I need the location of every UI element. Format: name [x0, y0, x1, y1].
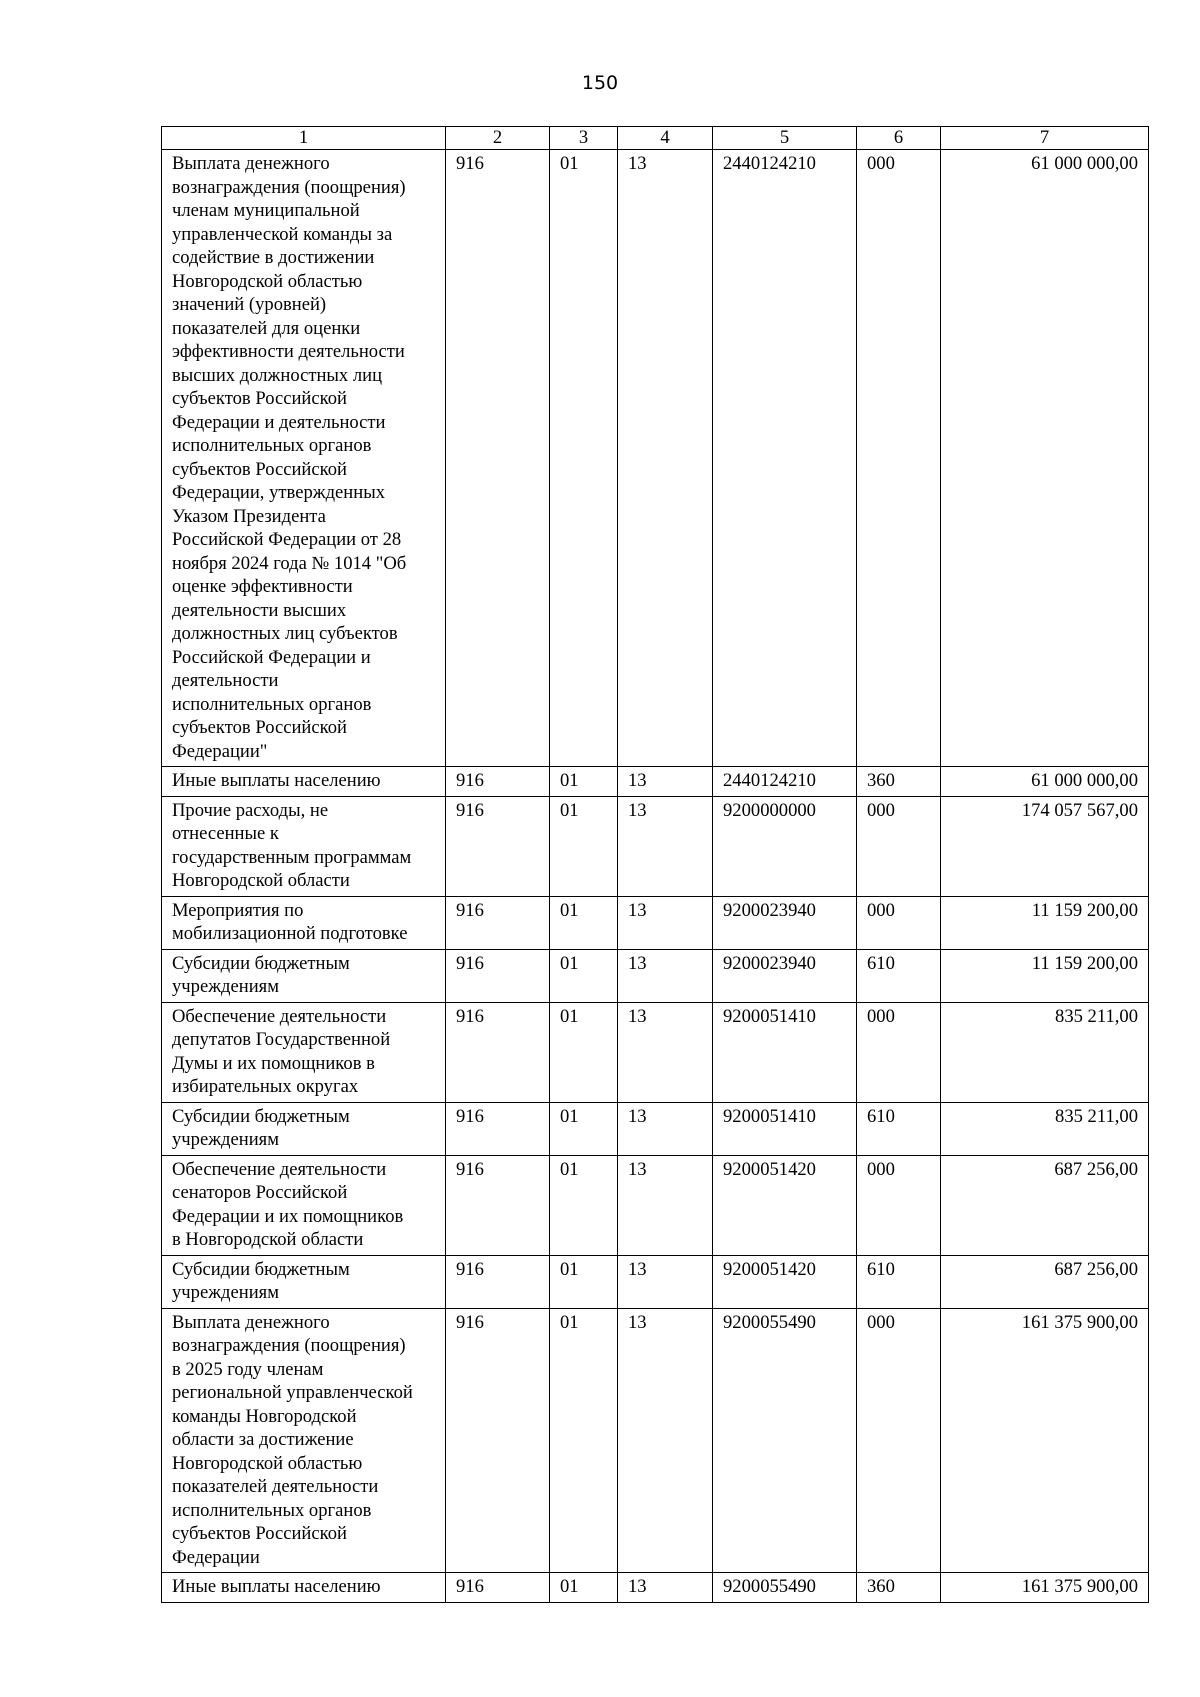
expense-type-cell: 360 — [857, 1573, 941, 1603]
section-code-cell: 01 — [550, 1102, 618, 1155]
description-line: учреждениям — [172, 976, 279, 997]
description-line: Обеспечение деятельности — [172, 1158, 387, 1180]
description-line: депутатов Государственной — [172, 1029, 391, 1050]
header-cell: 6 — [857, 127, 941, 150]
table-row — [162, 1308, 1149, 1573]
table-row — [162, 1102, 1149, 1155]
description-line: Иные выплаты населению — [172, 1576, 381, 1597]
description-line: сенаторов Российской — [172, 1182, 348, 1203]
description-line: Обеспечение деятельности — [172, 1005, 387, 1027]
description-line: деятельности — [172, 670, 279, 691]
description-line: Новгородской областью — [172, 270, 363, 292]
table-row — [162, 1255, 1149, 1308]
description-line: показателей для оценки — [172, 317, 361, 339]
admin-code-cell: 916 — [446, 1155, 550, 1255]
description-line: эффективности деятельности — [172, 341, 405, 362]
table-row — [162, 896, 1149, 949]
description-line: региональной управленческой — [172, 1382, 413, 1403]
subsection-code-cell: 13 — [618, 1573, 713, 1603]
target-article-cell: 9200023940 — [713, 896, 857, 949]
admin-code-cell: 916 — [446, 796, 550, 896]
section-code-cell: 01 — [550, 1308, 618, 1573]
header-cell: 2 — [446, 127, 550, 150]
amount-cell: 11 159 200,00 — [941, 949, 1149, 1002]
subsection-code-cell: 13 — [618, 949, 713, 1002]
subsection-code-cell: 13 — [618, 1155, 713, 1255]
description-line: Выплата денежного — [172, 1311, 330, 1333]
header-cell: 7 — [941, 127, 1149, 150]
description-line: Субсидии бюджетным — [172, 1258, 350, 1280]
description-line: в Новгородской области — [172, 1229, 364, 1250]
description-line: членам муниципальной — [172, 200, 360, 221]
description-line: оценке эффективности — [172, 576, 353, 597]
admin-code-cell: 916 — [446, 1255, 550, 1308]
header-cell: 5 — [713, 127, 857, 150]
subsection-code-cell: 13 — [618, 896, 713, 949]
row-description — [162, 767, 446, 797]
description-line: учреждениям — [172, 1129, 279, 1150]
admin-code-cell: 916 — [446, 949, 550, 1002]
target-article-cell: 9200000000 — [713, 796, 857, 896]
expense-type-cell: 360 — [857, 767, 941, 797]
description-line: Выплата денежного — [172, 153, 330, 174]
target-article-cell: 2440124210 — [713, 767, 857, 797]
expense-type-cell: 000 — [857, 896, 941, 949]
subsection-code-cell: 13 — [618, 150, 713, 767]
row-description — [162, 896, 446, 949]
description-line: Федерации и их помощников — [172, 1205, 404, 1227]
expense-type-cell: 000 — [857, 1002, 941, 1102]
admin-code-cell: 916 — [446, 896, 550, 949]
row-description — [162, 796, 446, 896]
target-article-cell: 9200051420 — [713, 1155, 857, 1255]
expense-type-cell: 000 — [857, 1155, 941, 1255]
description-line: Субсидии бюджетным — [172, 952, 350, 974]
description-line: Прочие расходы, не — [172, 799, 329, 821]
page-number: 150 — [581, 72, 619, 94]
description-line: Федерации, утвержденных — [172, 482, 386, 503]
description-line: области за достижение — [172, 1429, 354, 1450]
description-line: субъектов Российской — [172, 458, 347, 480]
description-line: исполнительных органов — [172, 1499, 372, 1521]
table-body — [162, 127, 1149, 1603]
row-description — [162, 1102, 446, 1155]
expense-type-cell: 610 — [857, 949, 941, 1002]
description-line: ноября 2024 года № 1014 "Об — [172, 552, 407, 574]
admin-code-cell: 916 — [446, 1102, 550, 1155]
description-line: управленческой команды за — [172, 223, 393, 245]
section-code-cell: 01 — [550, 1155, 618, 1255]
admin-code-cell: 916 — [446, 1002, 550, 1102]
description-line: исполнительных органов — [172, 435, 372, 456]
section-code-cell: 01 — [550, 796, 618, 896]
row-description — [162, 1573, 446, 1603]
description-line: Федерации" — [172, 740, 268, 762]
expense-type-cell: 610 — [857, 1102, 941, 1155]
subsection-code-cell: 13 — [618, 767, 713, 797]
subsection-code-cell: 13 — [618, 1002, 713, 1102]
description-line: Субсидии бюджетным — [172, 1105, 350, 1127]
description-line: Новгородской области — [172, 870, 350, 891]
header-cell: 4 — [618, 127, 713, 150]
description-line: Указом Президента — [172, 505, 326, 527]
description-line: Федерации и деятельности — [172, 411, 386, 433]
description-line: Думы и их помощников в — [172, 1052, 375, 1074]
description-line: субъектов Российской — [172, 1523, 347, 1544]
header-cell: 3 — [550, 127, 618, 150]
target-article-cell: 9200051410 — [713, 1102, 857, 1155]
admin-code-cell: 916 — [446, 767, 550, 797]
table-row — [162, 150, 1149, 767]
amount-cell: 174 057 567,00 — [941, 796, 1149, 896]
description-line: высших должностных лиц — [172, 364, 383, 386]
row-description — [162, 1308, 446, 1573]
row-description — [162, 1002, 446, 1102]
description-line: должностных лиц субъектов — [172, 623, 398, 644]
description-line: Новгородской областью — [172, 1452, 363, 1474]
table-row — [162, 1002, 1149, 1102]
description-line: государственным программам — [172, 846, 412, 868]
description-line: в 2025 году членам — [172, 1358, 324, 1380]
description-line: учреждениям — [172, 1282, 279, 1303]
table-row — [162, 767, 1149, 797]
description-line: значений (уровней) — [172, 294, 327, 315]
section-code-cell: 01 — [550, 150, 618, 767]
expense-type-cell: 000 — [857, 796, 941, 896]
amount-cell: 687 256,00 — [941, 1155, 1149, 1255]
expense-type-cell: 000 — [857, 150, 941, 767]
description-line: субъектов Российской — [172, 717, 347, 738]
description-line: показателей деятельности — [172, 1476, 379, 1497]
amount-cell: 61 000 000,00 — [941, 150, 1149, 767]
description-line: Федерации — [172, 1546, 260, 1568]
amount-cell: 835 211,00 — [941, 1102, 1149, 1155]
description-line: деятельности высших — [172, 599, 347, 621]
subsection-code-cell: 13 — [618, 796, 713, 896]
description-line: Российской Федерации от 28 — [172, 529, 402, 550]
budget-table — [161, 126, 1149, 1603]
row-description — [162, 1155, 446, 1255]
description-line: мобилизационной подготовке — [172, 923, 408, 944]
admin-code-cell: 916 — [446, 1573, 550, 1603]
description-line: команды Новгородской — [172, 1405, 357, 1427]
section-code-cell: 01 — [550, 1255, 618, 1308]
table-row — [162, 1155, 1149, 1255]
table-row — [162, 949, 1149, 1002]
amount-cell: 687 256,00 — [941, 1255, 1149, 1308]
amount-cell: 11 159 200,00 — [941, 896, 1149, 949]
row-description — [162, 150, 446, 767]
row-description — [162, 1255, 446, 1308]
header-cell: 1 — [162, 127, 446, 150]
description-line: Мероприятия по — [172, 899, 304, 921]
description-line: субъектов Российской — [172, 388, 347, 409]
expense-type-cell: 610 — [857, 1255, 941, 1308]
subsection-code-cell: 13 — [618, 1102, 713, 1155]
description-line: вознаграждения (поощрения) — [172, 176, 406, 198]
description-line: отнесенные к — [172, 823, 279, 844]
target-article-cell: 9200051410 — [713, 1002, 857, 1102]
section-code-cell: 01 — [550, 949, 618, 1002]
description-line: Иные выплаты населению — [172, 770, 381, 791]
amount-cell: 61 000 000,00 — [941, 767, 1149, 797]
target-article-cell: 9200051420 — [713, 1255, 857, 1308]
target-article-cell: 9200055490 — [713, 1308, 857, 1573]
table-row — [162, 796, 1149, 896]
description-line: вознаграждения (поощрения) — [172, 1335, 406, 1356]
row-description — [162, 949, 446, 1002]
description-line: исполнительных органов — [172, 693, 372, 715]
header-row — [162, 127, 1149, 150]
description-line: содействие в достижении — [172, 247, 375, 268]
expense-type-cell: 000 — [857, 1308, 941, 1573]
target-article-cell: 2440124210 — [713, 150, 857, 767]
amount-cell: 161 375 900,00 — [941, 1573, 1149, 1603]
admin-code-cell: 916 — [446, 1308, 550, 1573]
admin-code-cell: 916 — [446, 150, 550, 767]
table-row — [162, 1573, 1149, 1603]
subsection-code-cell: 13 — [618, 1308, 713, 1573]
section-code-cell: 01 — [550, 767, 618, 797]
amount-cell: 835 211,00 — [941, 1002, 1149, 1102]
amount-cell: 161 375 900,00 — [941, 1308, 1149, 1573]
section-code-cell: 01 — [550, 1002, 618, 1102]
target-article-cell: 9200023940 — [713, 949, 857, 1002]
section-code-cell: 01 — [550, 1573, 618, 1603]
subsection-code-cell: 13 — [618, 1255, 713, 1308]
description-line: Российской Федерации и — [172, 646, 371, 668]
description-line: избирательных округах — [172, 1076, 359, 1097]
target-article-cell: 9200055490 — [713, 1573, 857, 1603]
section-code-cell: 01 — [550, 896, 618, 949]
